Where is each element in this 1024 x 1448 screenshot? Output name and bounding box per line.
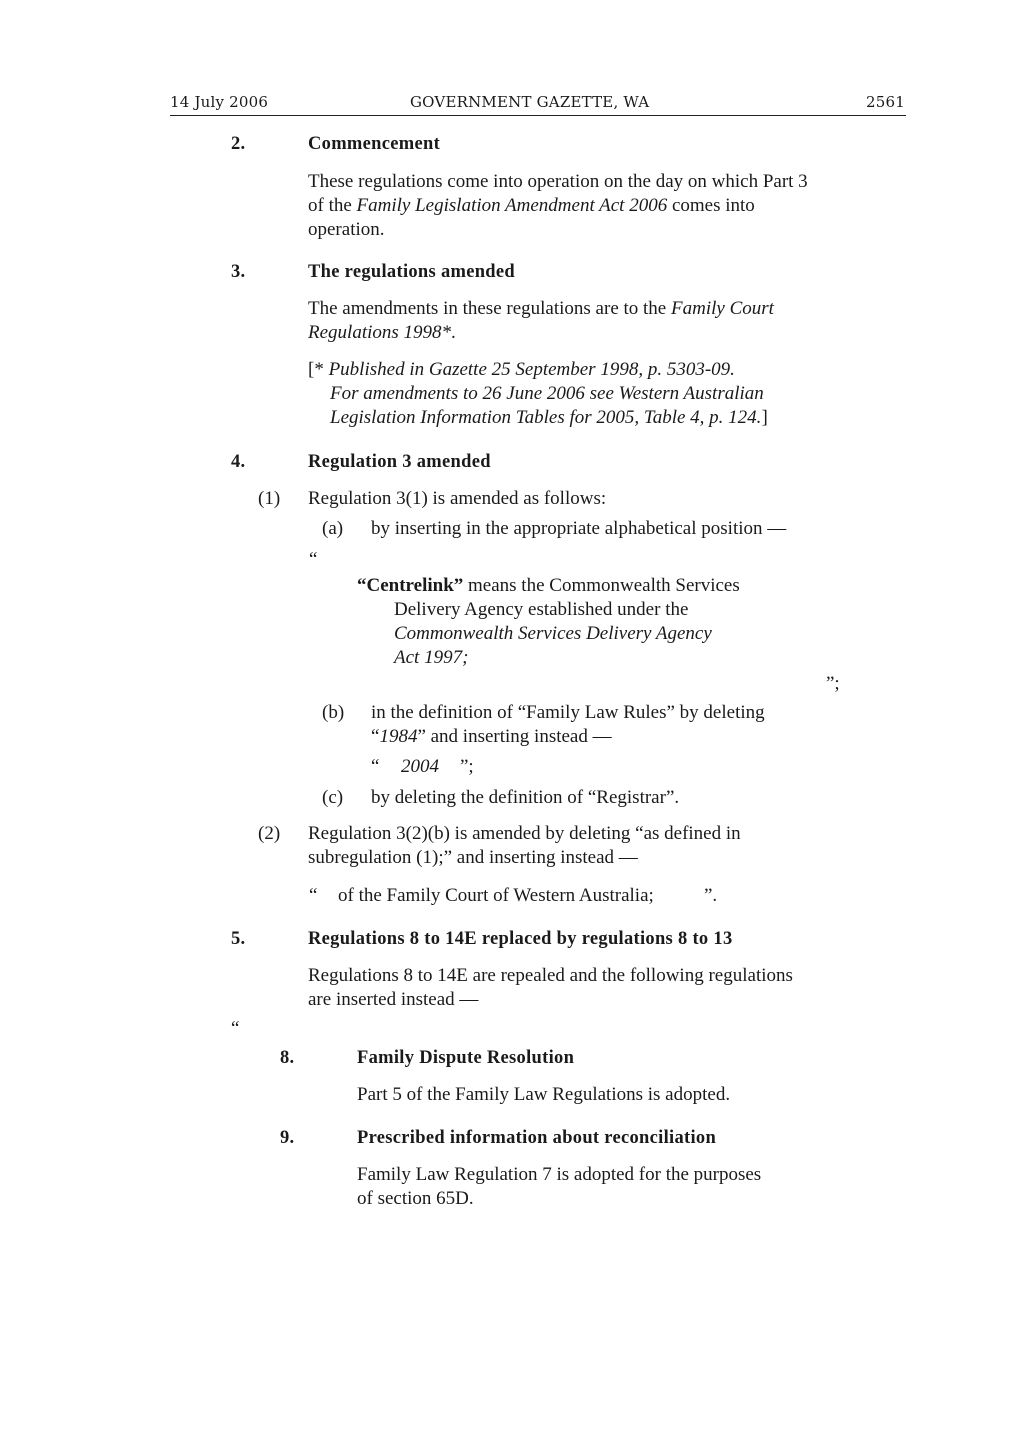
replacement-value: 2004 [401, 756, 439, 777]
section-2-heading: Commencement [308, 134, 441, 154]
paragraph-b-line-2: “1984” and inserting instead — [371, 726, 612, 747]
regulation-9-line-1: Family Law Regulation 7 is adopted for the purposes [357, 1164, 762, 1185]
paragraph-c-label: (c) [322, 787, 344, 808]
paragraph-b-label: (b) [322, 702, 345, 723]
regulation-9-heading: Prescribed information about reconciliation [357, 1128, 717, 1148]
subsection-2-line-1: Regulation 3(2)(b) is amended by deleting “as defined in [308, 823, 741, 844]
section-5-number: 5. [231, 929, 246, 949]
section-2-line-2: of the Family Legislation Amendment Act 2006 comes into [308, 195, 755, 216]
section-3-heading: The regulations amended [308, 262, 515, 282]
section-5-heading: Regulations 8 to 14E replaced by regulations 8 to 13 [308, 929, 733, 949]
section-5-line-2: are inserted instead — [308, 989, 479, 1010]
section-3-note-3: Legislation Information Tables for 2005, Table 4, p. 124.] [330, 407, 768, 428]
section-3-line-2: Regulations 1998*. [308, 322, 456, 343]
regulation-9-number: 9. [280, 1128, 295, 1148]
subsection-1-text: Regulation 3(1) is amended as follows: [308, 488, 607, 509]
header-page-number: 2561 [866, 93, 905, 111]
replacement-close-quote: ”; [460, 756, 474, 777]
header-rule [170, 115, 906, 116]
paragraph-c-text: by deleting the definition of “Registrar”. [371, 787, 680, 808]
section-3-note-2: For amendments to 26 June 2006 see Western Australian [330, 383, 764, 404]
subsection-2-line-2: subregulation (1);” and inserting instead — [308, 847, 638, 868]
subsection-1-number: (1) [258, 488, 281, 509]
open-quote-mark: “ [309, 549, 318, 570]
section-5-open-quote: “ [231, 1018, 240, 1039]
subsection-2-number: (2) [258, 823, 281, 844]
header-date: 14 July 2006 [170, 93, 269, 111]
definition-line-2: Delivery Agency established under the [394, 599, 689, 620]
replacement-open-quote: “ [371, 756, 380, 777]
section-3-number: 3. [231, 262, 246, 282]
paragraph-a-label: (a) [322, 518, 344, 539]
paragraph-a-text: by inserting in the appropriate alphabetical position — [371, 518, 787, 539]
section-4-heading: Regulation 3 amended [308, 452, 491, 472]
section-3-note-1: [* Published in Gazette 25 September 1998, p. 5303-09. [308, 359, 735, 380]
insert-open-quote: “ [309, 885, 318, 906]
paragraph-b-line-1: in the definition of “Family Law Rules” by deleting [371, 702, 765, 723]
regulation-8-heading: Family Dispute Resolution [357, 1048, 575, 1068]
regulation-9-line-2: of section 65D. [357, 1188, 474, 1209]
section-4-number: 4. [231, 452, 246, 472]
definition-line-1: “Centrelink” means the Commonwealth Services [357, 575, 740, 596]
regulation-8-number: 8. [280, 1048, 295, 1068]
section-2-line-1: These regulations come into operation on the day on which Part 3 [308, 171, 808, 192]
section-2-number: 2. [231, 134, 246, 154]
section-2-line-3: operation. [308, 219, 385, 240]
insert-close-quote: ”. [704, 885, 718, 906]
section-3-line-1: The amendments in these regulations are to the Family Court [308, 298, 774, 319]
header-title: GOVERNMENT GAZETTE, WA [410, 93, 650, 111]
close-quote-mark: ”; [826, 673, 840, 694]
regulation-8-text: Part 5 of the Family Law Regulations is adopted. [357, 1084, 731, 1105]
definition-line-4: Act 1997; [394, 647, 469, 668]
definition-line-3: Commonwealth Services Delivery Agency [394, 623, 712, 644]
section-5-line-1: Regulations 8 to 14E are repealed and the following regulations [308, 965, 793, 986]
insert-text: of the Family Court of Western Australia; [338, 885, 654, 906]
